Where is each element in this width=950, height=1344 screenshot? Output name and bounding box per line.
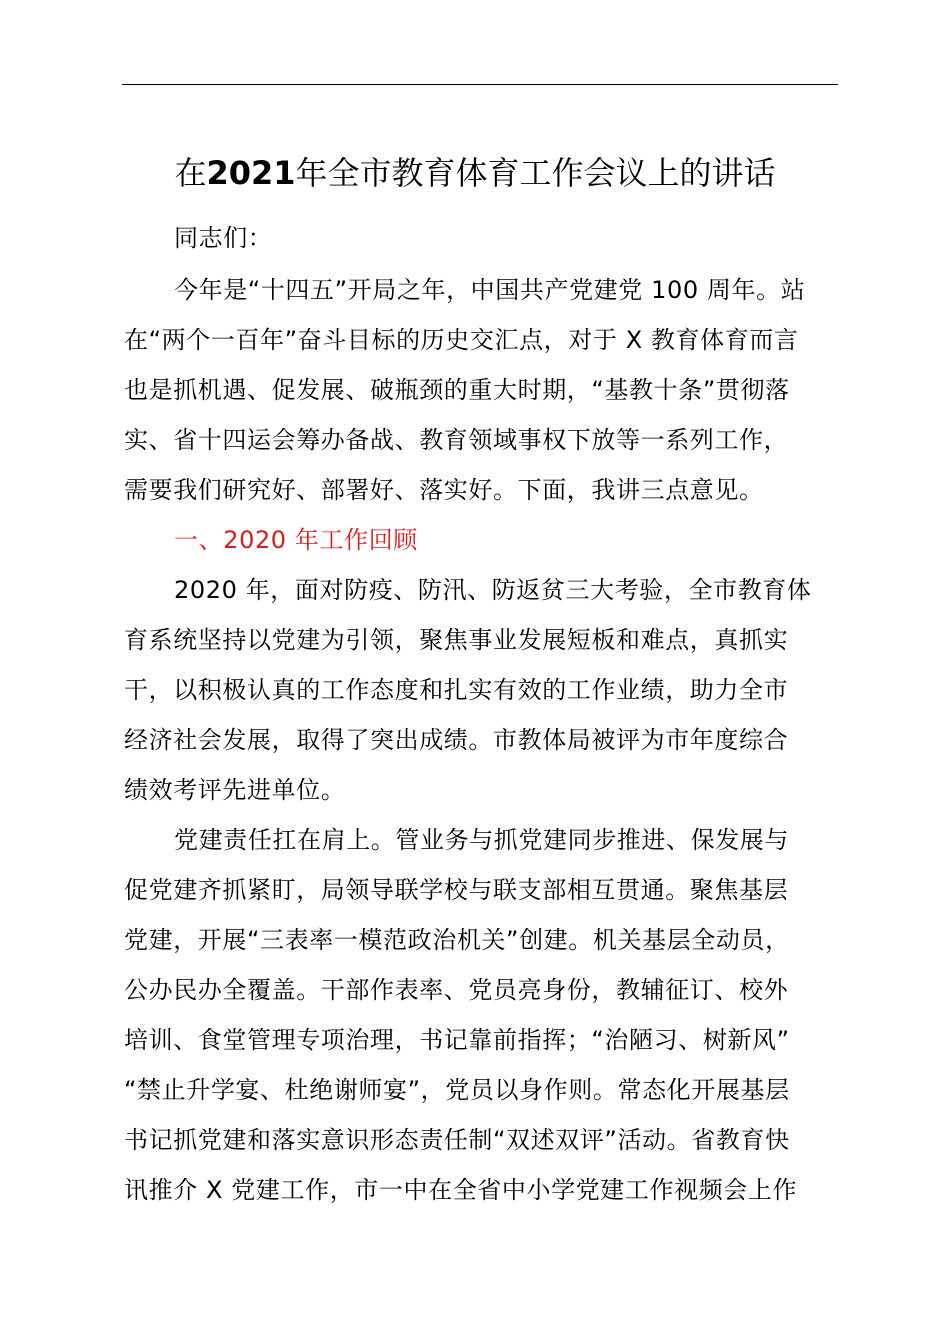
text-line: 在“两个一百年”奋斗目标的历史交汇点，对于 X 教育体育而言 (124, 326, 799, 354)
text-line: 今年是“十四五”开局之年，中国共产党建党 100 周年。站 (174, 276, 806, 304)
text-line: 经济社会发展，取得了突出成绩。市教体局被评为市年度综合 (124, 726, 789, 754)
text-line: 培训、食堂管理专项治理，书记靠前指挥；“治陋习、树新风” (124, 1026, 790, 1054)
text-line: 也是抓机遇、促发展、破瓶颈的重大时期，“基教十条”贯彻落 (124, 376, 790, 404)
text-line: 需要我们研究好、部署好、落实好。下面，我讲三点意见。 (124, 476, 764, 504)
title-year: 2021 (206, 154, 296, 192)
text-line: 党建，开展“三表率一模范政治机关”创建。机关基层全动员， (124, 926, 790, 954)
text-line: 实、省十四运会筹办备战、教育领域事权下放等一系列工作， (124, 426, 789, 454)
title-suffix: 年全市教育体育工作会议上的讲话 (295, 154, 776, 192)
text-line: 党建责任扛在肩上。管业务与抓党建同步推进、保发展与 (174, 826, 789, 854)
text-line: 讯推介 X 党建工作，市一中在全省中小学党建工作视频会上作 (124, 1176, 798, 1204)
header-rule (122, 84, 838, 85)
text-line: 书记抓党建和落实意识形态责任制“双述双评”活动。省教育快 (124, 1126, 790, 1154)
title-prefix: 在 (174, 154, 207, 192)
text-line: 干，以积极认真的工作态度和扎实有效的工作业绩，助力全市 (124, 676, 789, 704)
text-line: 绩效考评先进单位。 (124, 776, 346, 804)
text-line: 2020 年，面对防疫、防汛、防返贫三大考验，全市教育体 (174, 576, 812, 604)
text-line: 公办民办全覆盖。干部作表率、党员亮身份，教辅征订、校外 (124, 976, 789, 1004)
text-line: 同志们： (174, 224, 273, 252)
text-line: 育系统坚持以党建为引领，聚焦事业发展短板和难点，真抓实 (124, 626, 789, 654)
section-heading: 一、2020 年工作回顾 (174, 526, 418, 554)
page-title (0, 148, 950, 198)
text-line: “禁止升学宴、杜绝谢师宴”，党员以身作则。常态化开展基层 (124, 1076, 790, 1104)
text-line: 促党建齐抓紧盯，局领导联学校与联支部相互贯通。聚焦基层 (124, 876, 789, 904)
